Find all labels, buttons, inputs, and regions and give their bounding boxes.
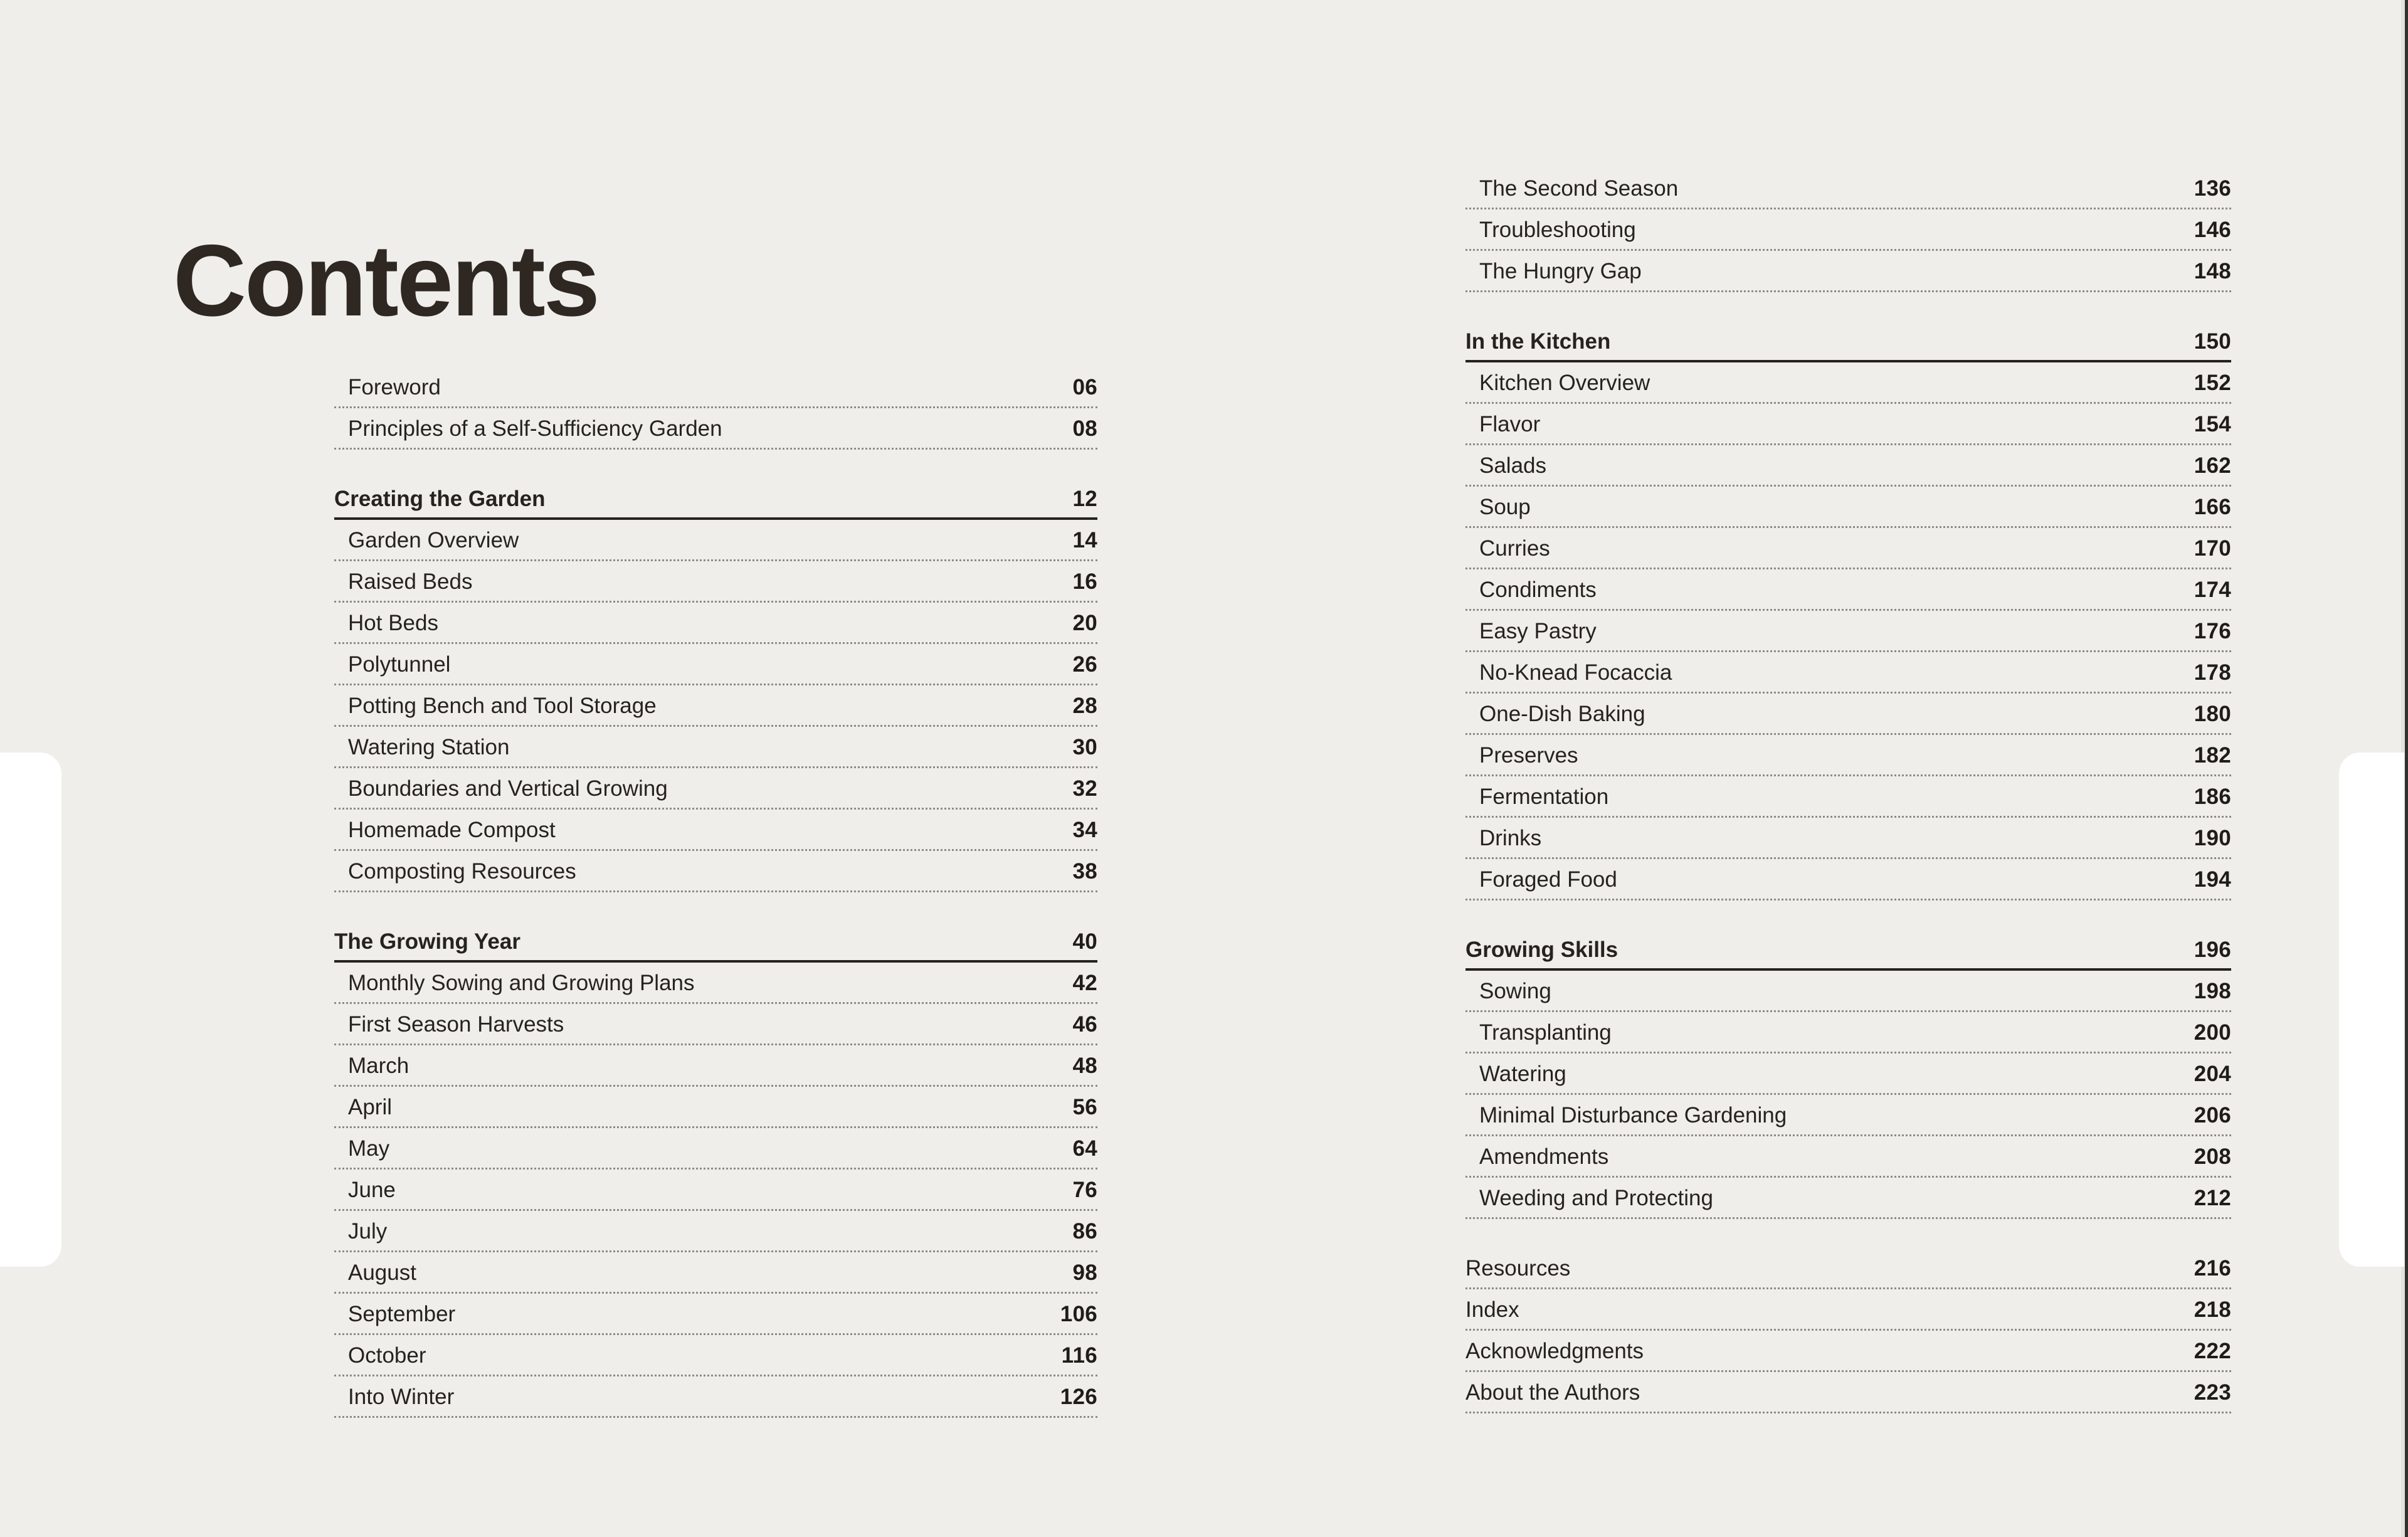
toc-entry-label: Principles of a Self-Sufficiency Garden (348, 416, 722, 441)
toc-entry-label: Watering Station (348, 735, 510, 759)
toc-entry-row[interactable] (1465, 1248, 2231, 1289)
toc-entry-label: July (348, 1219, 388, 1244)
toc-entry-row[interactable] (334, 810, 1097, 851)
toc-page-number: 136 (2194, 176, 2231, 201)
toc-entry-label: Resources (1465, 1256, 1571, 1281)
toc-entry-label: Growing Skills (1465, 938, 1619, 962)
toc-entry-label: Foreword (348, 375, 441, 399)
toc-entry-label: Condiments (1479, 578, 1597, 602)
toc-entry-row[interactable] (334, 685, 1097, 727)
toc-entry-row[interactable] (1465, 404, 2231, 445)
block-gap (1465, 292, 2231, 321)
toc-page-number: 64 (1072, 1136, 1097, 1161)
toc-page-number: 180 (2194, 702, 2231, 726)
toc-page-number: 196 (2194, 938, 2231, 962)
block-gap (1465, 901, 2231, 929)
toc-page-number: 212 (2194, 1186, 2231, 1210)
toc-entry-row[interactable] (1465, 611, 2231, 652)
toc-page-number: 48 (1072, 1054, 1097, 1078)
toc-page-number: 200 (2194, 1020, 2231, 1045)
toc-page-number: 106 (1060, 1302, 1097, 1326)
toc-entry-row[interactable] (334, 1335, 1097, 1376)
toc-entry-row[interactable] (334, 603, 1097, 644)
toc-entry-label: Salads (1479, 453, 1547, 478)
toc-page-number: 170 (2194, 536, 2231, 561)
toc-entry-row[interactable] (334, 1004, 1097, 1045)
toc-page-number: 46 (1072, 1012, 1097, 1037)
toc-entry-label: Polytunnel (348, 652, 451, 677)
toc-entry-label: No-Knead Focaccia (1479, 660, 1672, 685)
toc-entry-row[interactable] (1465, 859, 2231, 901)
toc-entry-label: August (348, 1260, 416, 1285)
toc-entry-row[interactable] (334, 644, 1097, 685)
block-gap (1465, 1219, 2231, 1248)
toc-entry-label: Into Winter (348, 1385, 455, 1409)
toc-entry-row[interactable] (1465, 1289, 2231, 1331)
toc-entry-row[interactable] (334, 1294, 1097, 1335)
toc-entry-label: September (348, 1302, 456, 1326)
toc-entry-row[interactable] (334, 1045, 1097, 1087)
toc-entry-label: Weeding and Protecting (1479, 1186, 1713, 1210)
toc-page-number: 208 (2194, 1144, 2231, 1169)
toc-entry-row[interactable] (1465, 1178, 2231, 1219)
toc-page-number: 190 (2194, 826, 2231, 850)
toc-entry-row[interactable] (334, 1211, 1097, 1252)
toc-page-number: 154 (2194, 412, 2231, 436)
toc-entry-label: Kitchen Overview (1479, 371, 1650, 395)
toc-entry-row[interactable] (1465, 569, 2231, 611)
toc-entry-row[interactable] (1465, 971, 2231, 1012)
toc-entry-label: Creating the Garden (334, 487, 546, 511)
toc-section-row[interactable] (334, 921, 1097, 963)
toc-entry-label: Raised Beds (348, 569, 473, 594)
toc-entry-row[interactable] (1465, 1372, 2231, 1413)
toc-page-number: 194 (2194, 867, 2231, 892)
toc-entry-row[interactable] (334, 727, 1097, 768)
toc-entry-row[interactable] (1465, 251, 2231, 292)
toc-entry-label: Watering (1479, 1062, 1566, 1086)
toc-entry-row[interactable] (1465, 1012, 2231, 1054)
toc-page-number: 146 (2194, 218, 2231, 242)
block-gap (334, 450, 1097, 478)
toc-entry-label: April (348, 1095, 393, 1119)
toc-entry-label: One-Dish Baking (1479, 702, 1645, 726)
toc-section-row[interactable] (1465, 929, 2231, 971)
toc-entry-row[interactable] (334, 1376, 1097, 1418)
toc-entry-row[interactable] (334, 1170, 1097, 1211)
page-title: Contents (173, 223, 598, 337)
toc-entry-label: Acknowledgments (1465, 1339, 1644, 1363)
toc-entry-label: Garden Overview (348, 528, 519, 552)
toc-page-number: 216 (2194, 1256, 2231, 1281)
toc-column-left (334, 367, 1097, 1418)
toc-entry-row[interactable] (1465, 168, 2231, 209)
toc-entry-row[interactable] (1465, 776, 2231, 818)
toc-entry-row[interactable] (334, 963, 1097, 1004)
toc-page-number: 12 (1072, 487, 1097, 511)
toc-page-number: 182 (2194, 743, 2231, 768)
toc-page-number: 40 (1072, 929, 1097, 954)
toc-entry-row[interactable] (334, 851, 1097, 892)
toc-page-number: 206 (2194, 1103, 2231, 1128)
toc-entry-label: The Growing Year (334, 929, 520, 954)
toc-entry-row[interactable] (334, 408, 1097, 450)
toc-entry-label: Amendments (1479, 1144, 1609, 1169)
toc-entry-row[interactable] (1465, 652, 2231, 694)
toc-entry-row[interactable] (1465, 487, 2231, 528)
toc-entry-row[interactable] (334, 1252, 1097, 1294)
toc-entry-label: Minimal Disturbance Gardening (1479, 1103, 1787, 1128)
toc-page-number: 34 (1072, 818, 1097, 842)
toc-section-row[interactable] (1465, 321, 2231, 362)
toc-page-number: 28 (1072, 694, 1097, 718)
toc-page-number: 126 (1060, 1385, 1097, 1409)
toc-page-number: 06 (1072, 375, 1097, 399)
toc-page-number: 56 (1072, 1095, 1097, 1119)
toc-page-number: 166 (2194, 495, 2231, 519)
toc-entry-label: Sowing (1479, 979, 1551, 1003)
block-gap (334, 892, 1097, 921)
index-tab-left[interactable] (0, 753, 61, 1267)
toc-page-number: 176 (2194, 619, 2231, 643)
toc-entry-label: The Second Season (1479, 176, 1679, 201)
toc-page-number: 198 (2194, 979, 2231, 1003)
toc-entry-row[interactable] (1465, 1136, 2231, 1178)
toc-page-number: 42 (1072, 971, 1097, 995)
toc-page-number: 14 (1072, 528, 1097, 552)
toc-page-number: 223 (2194, 1380, 2231, 1405)
toc-entry-label: In the Kitchen (1465, 329, 1611, 354)
toc-entry-label: Drinks (1479, 826, 1542, 850)
page-trim-edge (2405, 0, 2408, 1537)
toc-page-number: 76 (1072, 1178, 1097, 1202)
toc-entry-label: October (348, 1343, 426, 1368)
toc-entry-row[interactable] (334, 1128, 1097, 1170)
toc-entry-row[interactable] (334, 1087, 1097, 1128)
toc-entry-label: Hot Beds (348, 611, 438, 635)
toc-entry-row[interactable] (1465, 362, 2231, 404)
toc-entry-row[interactable] (334, 367, 1097, 408)
toc-entry-row[interactable] (1465, 1095, 2231, 1136)
toc-entry-label: About the Authors (1465, 1380, 1640, 1405)
toc-entry-row[interactable] (1465, 735, 2231, 776)
index-tab-right[interactable] (2339, 753, 2404, 1267)
toc-entry-row[interactable] (334, 520, 1097, 561)
toc-entry-row[interactable] (1465, 528, 2231, 569)
toc-entry-row[interactable] (334, 768, 1097, 810)
toc-page-number: 98 (1072, 1260, 1097, 1285)
toc-entry-row[interactable] (1465, 694, 2231, 735)
toc-page-number: 152 (2194, 371, 2231, 395)
toc-page-number: 222 (2194, 1339, 2231, 1363)
toc-entry-label: Index (1465, 1297, 1519, 1322)
toc-entry-label: Transplanting (1479, 1020, 1612, 1045)
toc-page-number: 174 (2194, 578, 2231, 602)
toc-entry-label: Troubleshooting (1479, 218, 1636, 242)
toc-page-number: 162 (2194, 453, 2231, 478)
toc-page-number: 30 (1072, 735, 1097, 759)
toc-entry-label: Soup (1479, 495, 1531, 519)
toc-entry-label: May (348, 1136, 390, 1161)
toc-page-number: 26 (1072, 652, 1097, 677)
toc-page-number: 116 (1061, 1343, 1097, 1368)
toc-page-number: 148 (2194, 259, 2231, 283)
toc-entry-row[interactable] (1465, 445, 2231, 487)
toc-column-right (1465, 168, 2231, 1413)
toc-entry-row[interactable] (1465, 818, 2231, 859)
toc-entry-label: Curries (1479, 536, 1550, 561)
toc-entry-label: The Hungry Gap (1479, 259, 1642, 283)
toc-page-number: 178 (2194, 660, 2231, 685)
toc-entry-label: Easy Pastry (1479, 619, 1597, 643)
toc-entry-label: Potting Bench and Tool Storage (348, 694, 657, 718)
toc-page-number: 204 (2194, 1062, 2231, 1086)
toc-page-number: 186 (2194, 784, 2231, 809)
toc-entry-label: Boundaries and Vertical Growing (348, 776, 668, 801)
toc-page-number: 32 (1072, 776, 1097, 801)
toc-page-number: 150 (2194, 329, 2231, 354)
toc-entry-label: Flavor (1479, 412, 1541, 436)
toc-entry-label: First Season Harvests (348, 1012, 564, 1037)
toc-entry-label: Monthly Sowing and Growing Plans (348, 971, 695, 995)
toc-page-number: 86 (1072, 1219, 1097, 1244)
toc-entry-row[interactable] (334, 561, 1097, 603)
toc-entry-label: Foraged Food (1479, 867, 1617, 892)
toc-entry-label: Preserves (1479, 743, 1578, 768)
toc-entry-row[interactable] (1465, 1054, 2231, 1095)
toc-entry-label: June (348, 1178, 396, 1202)
toc-page-number: 08 (1072, 416, 1097, 441)
toc-entry-label: Fermentation (1479, 784, 1609, 809)
toc-page-number: 16 (1072, 569, 1097, 594)
toc-page-number: 20 (1072, 611, 1097, 635)
toc-section-row[interactable] (334, 478, 1097, 520)
toc-page-number: 218 (2194, 1297, 2231, 1322)
toc-entry-label: March (348, 1054, 409, 1078)
toc-entry-row[interactable] (1465, 209, 2231, 251)
toc-entry-label: Homemade Compost (348, 818, 556, 842)
toc-entry-row[interactable] (1465, 1331, 2231, 1372)
toc-page-number: 38 (1072, 859, 1097, 884)
toc-entry-label: Composting Resources (348, 859, 576, 884)
